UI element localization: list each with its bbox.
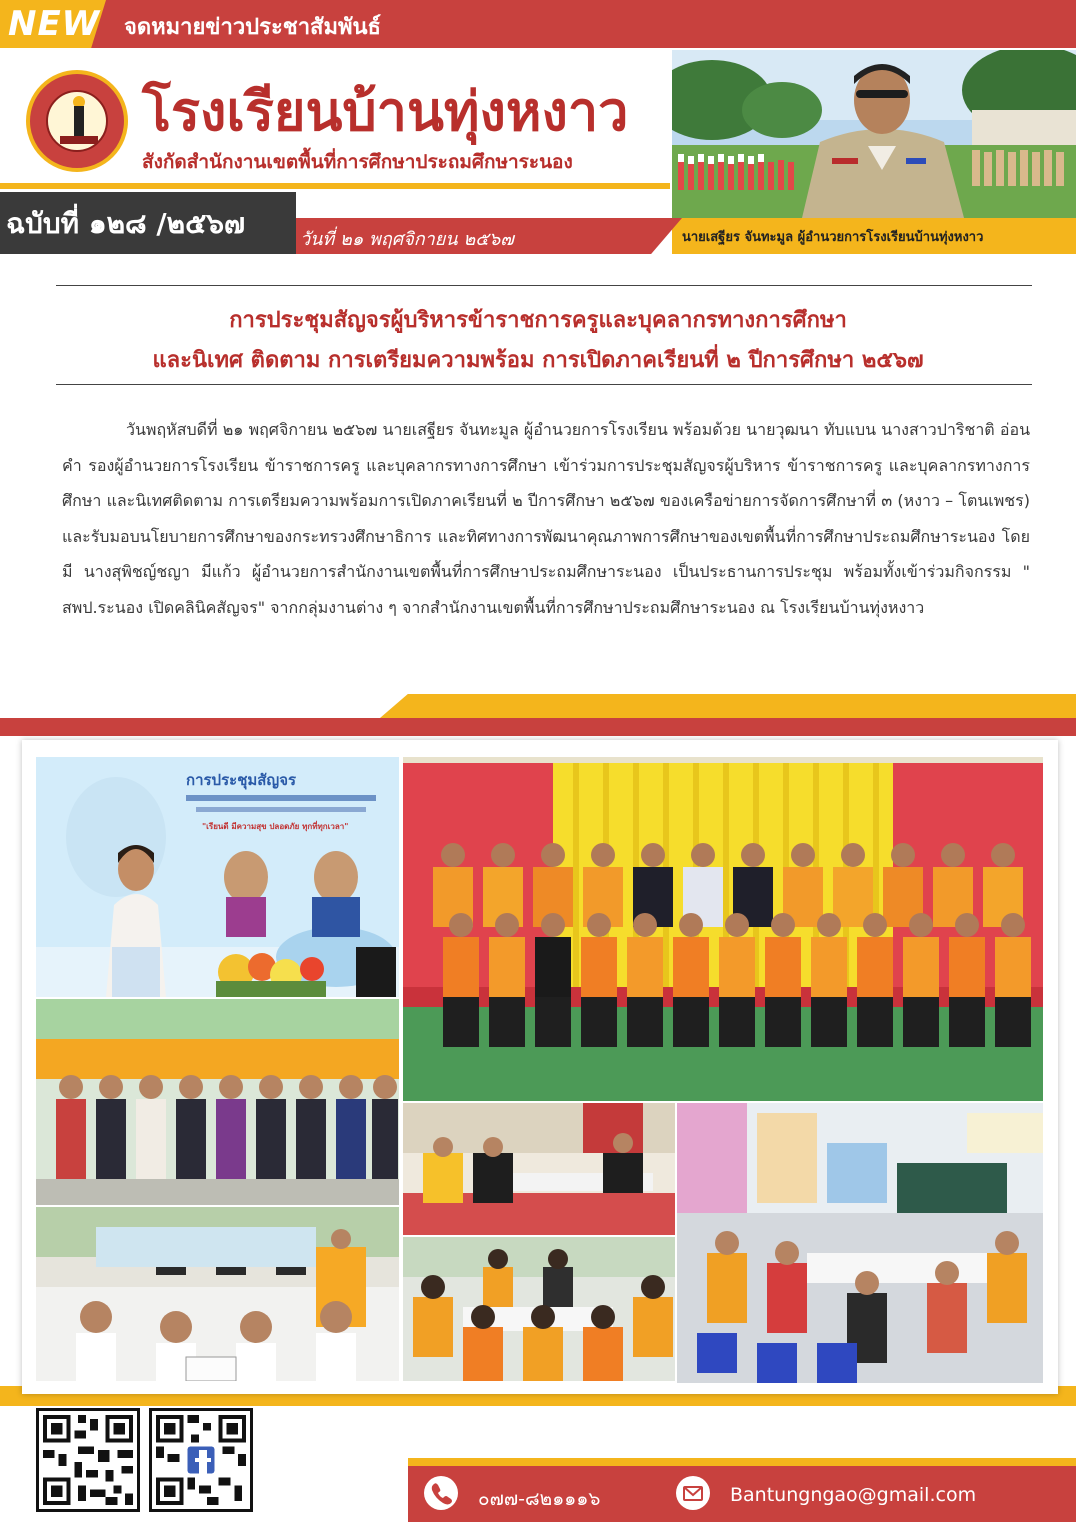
photo-workshop-image: [403, 1237, 675, 1381]
issue-date: วันที่ ๒๑ พฤศจิกายน ๒๕๖๗: [300, 229, 514, 250]
photo-group-image: [403, 757, 1043, 1101]
qr-code-icon: [39, 1411, 137, 1509]
logo-emblem-icon: [46, 90, 108, 152]
photo-workshop: [403, 1237, 675, 1381]
article-body: วันพฤหัสบดีที่ ๒๑ พฤศจิกายน ๒๕๖๗ นายเสฐียร จันทะมูล ผู้อำนวยการโรงเรียน พร้อมด้วย นายวุฒนา ทับแบน นางสาวปาริชาติ อ่อนคำ รองผู้อำนวยการโรงเรียน ข้าราชการครู และบุคลากรทางการศึกษา เข้าร่วมการประชุมสัญจรผู้บริหาร ข้าราชการครู และบุคลากรทางการศึกษา และนิเทศติดตาม การเตรียมความพร้อมการเปิดภาคเรียนที่ ๒ ปีการศึกษา ๒๕๖๗ ของเครือข่ายการจัดการศึกษาที่ ๓ (หงาว – โตนเพชร) และรับมอบนโยบายการศึกษาของกระทรวงศึกษาธิการ และทิศทางการพัฒนาคุณภาพการศึกษาของเขตพื้นที่การศึกษาประถมศึกษาระนอง โดยมี นางสุพิชญ์ชญา มีแก้ว ผู้อำนวยการสำนักงานเขตพื้นที่การศึกษาประถมศึกษาระนอง เป็นประธานการประชุม พร้อมทั้งเข้าร่วมกิจกรรม " สพป.ระนอง เปิดคลินิคสัญจร" จากกลุ่มงานต่าง ๆ จากสำนักงานเขตพื้นที่การศึกษาประถมศึกษาระนอง ณ โรงเรียนบ้านทุ่งหงาว: [62, 420, 1030, 617]
candle-icon: [74, 106, 84, 136]
headline-line-1: การประชุมสัญจรผู้บริหารข้าราชการครูและบุคลากรทางการศึกษา: [229, 308, 847, 333]
photo-band: [36, 1207, 399, 1381]
collage-stripe-red: [0, 718, 1076, 736]
new-badge-text: NEW: [8, 4, 101, 44]
phone-icon: [424, 1476, 458, 1510]
photo-speaker-image: [36, 757, 399, 997]
qr-code-website[interactable]: [36, 1408, 140, 1512]
headline-rule-bottom: [56, 384, 1032, 385]
photo-classroom: [677, 1103, 1043, 1383]
bulletin-label: จดหมายข่าวประชาสัมพันธ์: [124, 15, 381, 40]
photo-meeting-room-image: [403, 1103, 675, 1235]
photo-meeting-room: [403, 1103, 675, 1235]
contact-phone[interactable]: ๐๗๗-๘๒๑๑๑๖: [478, 1488, 601, 1510]
photo-band-image: [36, 1207, 399, 1381]
header-divider: [0, 183, 670, 189]
photo-classroom-image: [677, 1103, 1043, 1383]
issue-number: ฉบับที่ ๑๒๘ /๒๕๖๗: [6, 207, 246, 240]
slide-title: การประชุมสัญจร: [186, 771, 297, 789]
school-name: โรงเรียนบ้านทุ่งหงาว: [142, 80, 629, 143]
headline-rule-top: [56, 285, 1032, 286]
photo-assembly: [36, 999, 399, 1205]
collage-stripe-yellow: [380, 694, 1076, 718]
photo-speaker: [36, 757, 399, 997]
director-photo-image: [672, 50, 1076, 218]
photo-assembly-image: [36, 999, 399, 1205]
school-logo: [26, 70, 128, 172]
mail-icon: [676, 1476, 710, 1510]
footer-accent: [408, 1458, 1076, 1466]
qr-code-icon: [152, 1411, 250, 1509]
school-affiliation: สังกัดสำนักงานเขตพื้นที่การศึกษาประถมศึกษาระนอง: [142, 151, 573, 173]
book-icon: [60, 136, 98, 144]
contact-email[interactable]: Bantungngao@gmail.com: [730, 1484, 977, 1506]
director-caption: นายเสฐียร จันทะมูล ผู้อำนวยการโรงเรียนบ้านทุ่งหงาว: [682, 230, 984, 245]
director-photo: [672, 50, 1076, 218]
qr-code-facebook[interactable]: [149, 1408, 253, 1512]
slide-motto: "เรียนดี มีความสุข ปลอดภัย ทุกที่ทุกเวลา": [202, 822, 349, 831]
headline-line-2: และนิเทศ ติดตาม การเตรียมความพร้อม การเปิดภาคเรียนที่ ๒ ปีการศึกษา ๒๕๖๗: [152, 348, 924, 373]
photo-group: [403, 757, 1043, 1101]
